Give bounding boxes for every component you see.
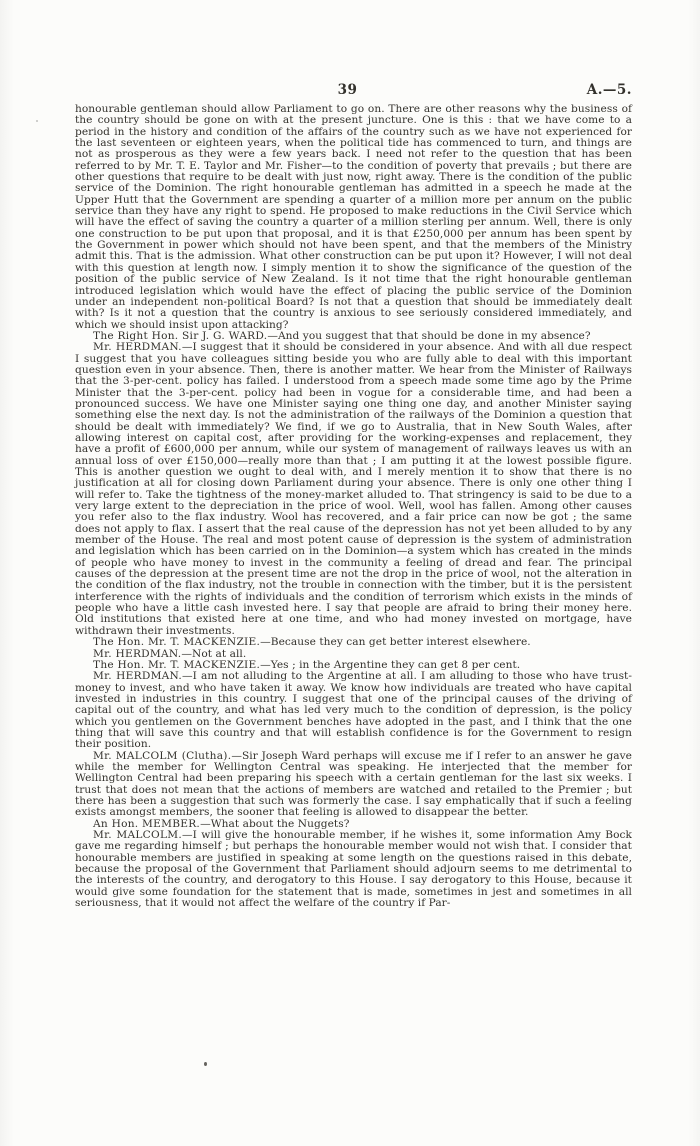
speaker-name: Mr. HERDMAN. — [93, 670, 183, 683]
speaker-name: The Hon. Mr. T. MACKENZIE. — [93, 658, 261, 671]
speaker-name: Mr. HERDMAN. — [93, 647, 182, 660]
page-header — [75, 82, 632, 100]
speaker-name: The Hon. Mr. T. MACKENZIE. — [93, 636, 261, 649]
speaker-name: Mr. HERDMAN. — [93, 341, 182, 354]
speech-paragraph: Mr. HERDMAN.—I am not alluding to the Argentine at all. I am alluding to those who have trust-money to invest, and who have taken it away. We know how individuals are treated who have capital invested in industries in this country. I suggest that one of the principal causes of the driving of capital out of the country, and what has led very much to the condition of depression, is the policy which you gentlemen on the Government benches have adopted in the past, and I think that the one thing that will save this country and that will establish confidence is for the Government to resign their position. — [75, 670, 632, 751]
speaker-name: Mr. MALCOLM. — [93, 829, 182, 841]
document-reference: A.—5. — [586, 82, 632, 98]
speech-paragraph: The Hon. Mr. T. MACKENZIE.—Because they can get better interest elsewhere. — [93, 636, 531, 649]
body-paragraph: honourable gentleman should allow Parliament to go on. There are other reasons why the business of the country should be gone on with at the present juncture. One is this : that we have come to a period in the history and condition of the affairs of the country such as we have not experienced for the last seventeen or eighteen years, when the political tide has commenced to turn, and things are not as prosperous as they were a few years back. I need not refer to the question that has been referred to by Mr. T. E. Taylor and Mr. Fisher—to the condition of poverty that prevails ; but there are other questions that require to be dealt with just now, right away. There is the condition of the public service of the Dominion. The right honourable gentleman has admitted in a speech he made at the Upper Hutt that the Government are spending a quarter of a million more per annum on the public service than they have any right to spend. He proposed to make reductions in the Civil Service which will have the effect of saving the country a quarter of a million sterling per annum. Well, there is only one construction to be put upon that proposal, and it is that £250,000 per annum has been spent by the Government in power which should not have been spent, and that the members of the Ministry admit this. That is the admission. What other construction can be put upon it? However, I will not deal with this question at length now. I simply mention it to show the significance of the question of the position of the public service of New Zealand. Is it not time that the right honourable gentleman introduced legislation which would have the effect of placing the public service of the Dominion under an independent non-political Board? Is not that a question that should be immediately dealt with? Is it not a question that the country is anxious to see seriously considered immediately, and which we should insist upon attacking? — [75, 103, 632, 331]
scan-edge-speck — [36, 120, 38, 122]
speech-paragraph: The Right Hon. Sir J. G. WARD.—And you suggest that that should be done in my absence? — [93, 329, 591, 342]
page-number: 39 — [337, 82, 358, 98]
speech-paragraph: An Hon. MEMBER.—What about the Nuggets? — [93, 817, 350, 830]
speaker-name: The Right Hon. Sir J. G. WARD. — [93, 329, 268, 342]
speech-paragraph: Mr. HERDMAN.—I suggest that it should be considered in your absence. And with all due respect I suggest that you have colleagues sitting beside you who are fully able to deal with this important question even in your absence. Then, there is another matter. We hear from the Minister of Railways that the 3-per-cent. policy has failed. I understood from a speech made some time ago by the Prime Minister that the 3-per-cent. policy had been in vogue for a considerable time, and had been a pronounced success. We have one Minister saying one thing one day, and another Minister saying something else the next day. Is not the administration of the railways of the Dominion a question that should be dealt with immediately? We find, if we go to Australia, that in New South Wales, after allowing interest on capital cost, after providing for the working-expenses and replacement, they have a profit of £600,000 per annum, while our system of management of railways leaves us with an annual loss of over £150,000—really more than that ; I am putting it at the lowest possible figure. This is another question we ought to deal with, and I merely mention it to show that there is no justification at all for closing down Parliament during your absence. There is only one other thing I will refer to. Take the tightness of the money-market alluded to. That stringency is said to be due to a very large extent to the depreciation in the price of wool. Well, wool has fallen. Among other causes you refer also to the flax industry. Wool has recovered, and a fair price can now be got ; the same does not apply to flax. I assert that the real cause of the depression has not yet been alluded to by any member of the House. The real and most potent cause of depression is the system of administration and legislation which has been carried on in the Dominion—a system which has created in the minds of people who have money to invest in the community a feeling of dread and fear. The principal causes of the depression at the present time are not the drop in the price of wool, not the alteration in the condition of the flax industry, not the trouble in connection with the timber, but it is the persistent interference with the rights of individuals and the condition of terrorism which exists in the minds of people who have a little cash invested here. I say that people are afraid to bring their money here. Old institutions that existed here at one time, and who had money invested on mortgage, have withdrawn their investments. — [75, 341, 632, 637]
speech-paragraph: The Hon. Mr. T. MACKENZIE.—Yes ; in the Argentine they can get 8 per cent. — [93, 658, 521, 671]
speaker-name: Mr. MALCOLM (Clutha). — [93, 749, 232, 762]
speech-paragraph: Mr. MALCOLM.—I will give the honourable member, if he wishes it, some information Amy Bock gave me regarding himself ; but perhaps the honourable member would not wish that. I consider that honourable members are justified in speaking at some length on the questions raised in this debate, because the proposal of the Government that Parliament should adjourn seems to me detrimental to the interests of the country, and derogatory to this House. I say derogatory to this House, because it would give some foundation for the statement that is made, sometimes in jest and sometimes in all seriousness, that it would not affect the welfare of the country if Par- — [75, 829, 633, 910]
speech-paragraph: Mr. MALCOLM (Clutha).—Sir Joseph Ward perhaps will excuse me if I refer to an answer he gave while the member for Wellington Central was speaking. He interjected that the member for Wellington Central had been preparing his speech with a certain gentleman for the last six weeks. I trust that does not mean that the actions of members are watched and retailed to the Premier ; but there has been a suggestion that such was formerly the case. I say emphatically that if such a feeling exists amongst members, the sooner that feeling is allowed to disappear the better. — [75, 749, 632, 819]
page-body — [75, 104, 632, 909]
speech-paragraph: Mr. HERDMAN.—Not at all. — [93, 647, 247, 660]
speaker-name: An Hon. MEMBER. — [93, 817, 201, 830]
ink-speck — [204, 1062, 207, 1066]
